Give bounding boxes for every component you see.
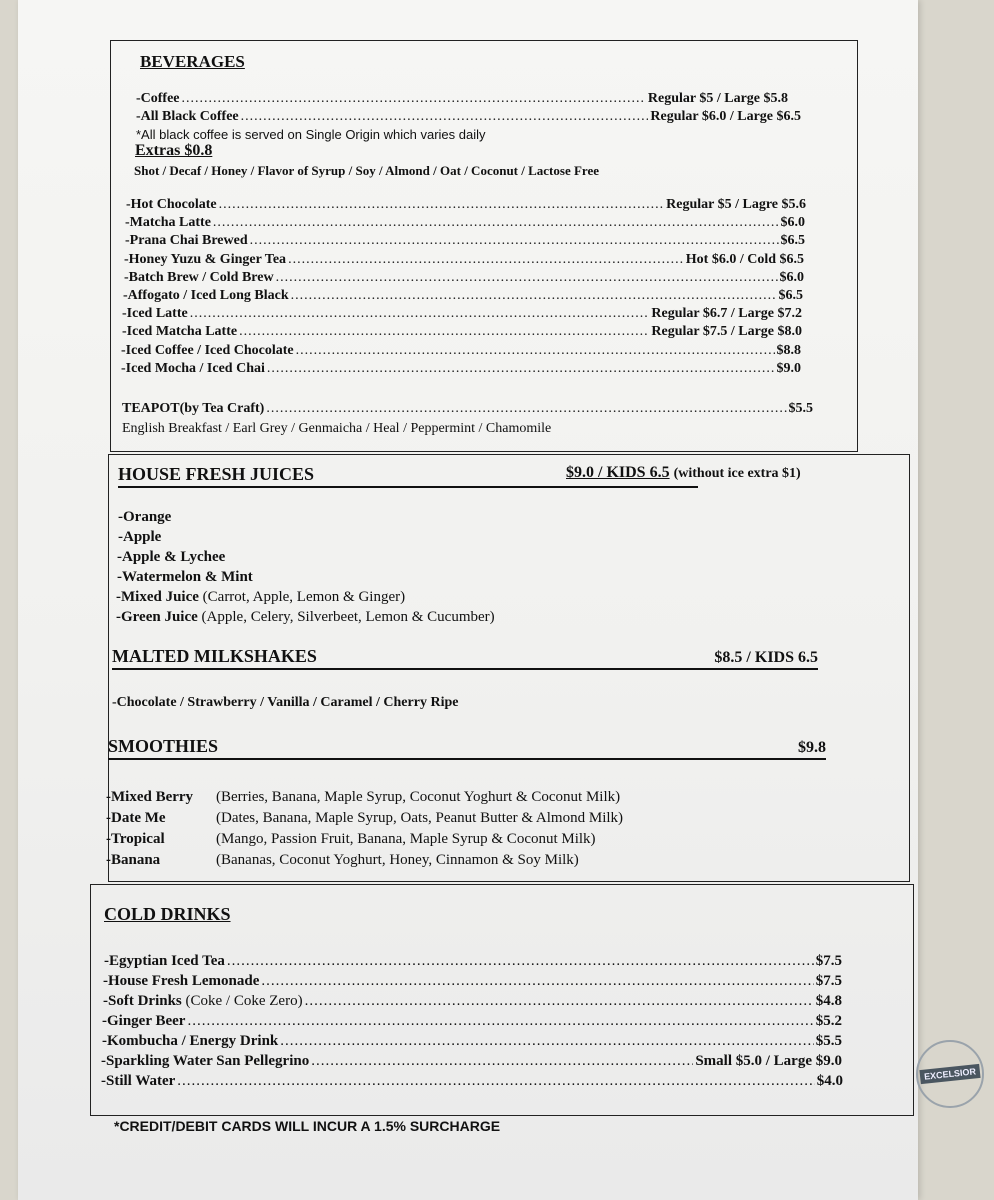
coffee-note: *All black coffee is served on Single Origin which varies daily — [136, 127, 486, 142]
item-price: Small $5.0 / Large $9.0 — [695, 1053, 842, 1069]
item-desc: (Coke / Coke Zero) — [185, 993, 303, 1009]
item-price: $6.0 — [780, 215, 805, 231]
leader-dots — [305, 992, 814, 1010]
item-name: -Mixed Juice — [116, 589, 199, 605]
menu-item — [126, 196, 806, 214]
leader-dots — [187, 1012, 813, 1030]
item-price: Hot $6.0 / Cold $6.5 — [685, 251, 804, 267]
menu-item: -All Black Coffee ..... Regular $6.0 / Large $6.5 — [136, 108, 801, 126]
item-name: -Iced Coffee / Iced Chocolate — [121, 342, 294, 358]
menu-item — [102, 1032, 842, 1050]
item-name: -Apple — [118, 529, 162, 545]
menu-item — [103, 972, 842, 990]
item-price: $4.0 — [816, 1073, 843, 1089]
item-price: $6.0 — [779, 269, 804, 285]
item-price: $7.5 — [815, 953, 842, 969]
item-name: -Hot Chocolate — [126, 197, 217, 212]
juices-price: $9.0 / KIDS 6.5 (without ice extra $1) — [566, 464, 801, 481]
menu-item — [122, 305, 802, 323]
item-price: $4.8 — [815, 993, 842, 1009]
item-price: Regular $6.7 / Large $7.2 — [651, 306, 802, 322]
leader-dots — [227, 952, 814, 970]
leader-dots — [219, 196, 665, 214]
item-price: $9.0 — [776, 360, 801, 376]
item-price: $6.5 — [778, 288, 803, 303]
menu-item — [121, 342, 801, 360]
menu-item — [101, 1052, 842, 1070]
item-name: -Prana Chai Brewed — [125, 233, 248, 249]
stamp-text: EXCELSIOR — [919, 1064, 980, 1084]
menu-item — [123, 287, 803, 305]
teapot-item: TEAPOT(by Tea Craft) ..... $5.5 — [122, 400, 813, 418]
juice-item — [116, 608, 495, 626]
extras-title: Extras $0.8 — [135, 142, 213, 159]
menu-item — [104, 952, 842, 970]
item-name: -Date Me — [106, 810, 166, 826]
item-name: -Iced Mocha / Iced Chai — [121, 360, 265, 376]
menu-item — [125, 232, 805, 250]
item-name: -Soft Drinks — [103, 993, 182, 1009]
juice-item — [117, 548, 225, 566]
juice-item — [116, 588, 405, 606]
leader-dots — [311, 1052, 693, 1070]
item-name: -Affogato / Iced Long Black — [123, 288, 289, 303]
menu-item: -Coffee ..... Regular $5 / Large $5.8 — [136, 90, 788, 108]
menu-item — [124, 269, 804, 287]
leader-dots — [213, 214, 779, 232]
surcharge-note: *CREDIT/DEBIT CARDS WILL INCUR A 1.5% SURCHARGE — [114, 1118, 501, 1134]
item-name: -Kombucha / Energy Drink — [102, 1033, 279, 1049]
item-name: -Apple & Lychee — [117, 549, 226, 565]
item-price: Regular $5 / Lagre $5.6 — [666, 197, 806, 212]
extras-list: Shot / Decaf / Honey / Flavor of Syrup / Soy / Almond / Oat / Coconut / Lactose Free — [134, 163, 599, 178]
leader-dots — [267, 360, 775, 378]
item-desc: (Bananas, Coconut Yoghurt, Honey, Cinnamon & Soy Milk) — [216, 852, 579, 868]
leader-dots — [190, 305, 650, 323]
menu-page — [18, 0, 918, 1200]
item-price: $8.8 — [776, 342, 801, 358]
leader-dots — [276, 269, 778, 287]
leader-dots — [261, 972, 813, 990]
item-name: -Ginger Beer — [102, 1013, 186, 1029]
item-desc: (Mango, Passion Fruit, Banana, Maple Syrup & Coconut Milk) — [216, 831, 596, 847]
cold-drinks-title: COLD DRINKS — [104, 904, 231, 924]
item-desc: (Carrot, Apple, Lemon & Ginger) — [202, 589, 406, 605]
item-name: -Orange — [118, 509, 172, 525]
juice-item — [117, 568, 253, 586]
menu-item — [101, 1072, 843, 1090]
item-price: $5.5 — [815, 1033, 842, 1049]
smoothie-item — [106, 851, 579, 869]
item-price: $7.5 — [815, 973, 842, 989]
item-price: $5.2 — [815, 1013, 842, 1029]
item-name: -Green Juice — [116, 609, 198, 625]
item-name: -Mixed Berry — [106, 789, 194, 805]
item-name: -Batch Brew / Cold Brew — [124, 269, 274, 285]
item-desc: (Dates, Banana, Maple Syrup, Oats, Peanut Butter & Almond Milk) — [216, 810, 624, 826]
item-name: -Sparkling Water San Pellegrino — [101, 1053, 310, 1069]
smoothies-price: $9.8 — [798, 739, 826, 756]
item-name: -Banana — [106, 852, 161, 868]
leader-dots — [296, 342, 775, 360]
leader-dots — [291, 287, 777, 305]
smoothies-title: SMOOTHIES — [108, 736, 219, 756]
juice-item — [118, 508, 171, 526]
item-price: Regular $7.5 / Large $8.0 — [651, 324, 802, 340]
item-name: -Honey Yuzu & Ginger Tea — [124, 251, 287, 267]
item-name: -Still Water — [101, 1073, 176, 1089]
leader-dots — [288, 251, 684, 269]
menu-item — [121, 360, 801, 378]
menu-item — [124, 251, 804, 269]
menu-item — [103, 992, 842, 1010]
beverages-title: BEVERAGES — [140, 52, 245, 71]
smoothie-item — [106, 809, 623, 827]
item-desc: (Apple, Celery, Silverbeet, Lemon & Cucumber) — [201, 609, 495, 625]
item-price: $6.5 — [780, 233, 805, 249]
smoothies-header — [108, 736, 826, 760]
smoothie-item — [106, 788, 620, 806]
item-desc: (Berries, Banana, Maple Syrup, Coconut Yoghurt & Coconut Milk) — [216, 789, 621, 805]
menu-item — [102, 1012, 842, 1030]
item-name: -Iced Matcha Latte — [122, 324, 238, 340]
item-name: -Matcha Latte — [125, 215, 211, 231]
teapot-list: English Breakfast / Earl Grey / Genmaicha / Heal / Peppermint / Chamomile — [122, 421, 552, 436]
milkshakes-price: $8.5 / KIDS 6.5 — [714, 649, 818, 666]
leader-dots — [250, 232, 779, 250]
leader-dots — [280, 1032, 813, 1050]
item-name: -House Fresh Lemonade — [103, 973, 260, 989]
milkshakes-header — [112, 646, 818, 670]
item-name: -Tropical — [106, 831, 165, 847]
smoothie-item — [106, 830, 596, 848]
item-name: -Egyptian Iced Tea — [104, 953, 225, 969]
menu-item — [122, 323, 802, 341]
leader-dots — [239, 323, 649, 341]
milkshakes-title: MALTED MILKSHAKES — [112, 646, 317, 666]
juice-item — [118, 528, 161, 546]
milkshake-flavours: -Chocolate / Strawberry / Vanilla / Caramel / Cherry Ripe — [112, 695, 459, 710]
menu-item — [125, 214, 805, 232]
leader-dots — [177, 1072, 814, 1090]
juices-title: HOUSE FRESH JUICES — [118, 464, 315, 484]
item-name: -Watermelon & Mint — [117, 569, 253, 585]
item-name: -Iced Latte — [122, 306, 188, 322]
cafe-logo-stamp — [916, 1040, 984, 1108]
